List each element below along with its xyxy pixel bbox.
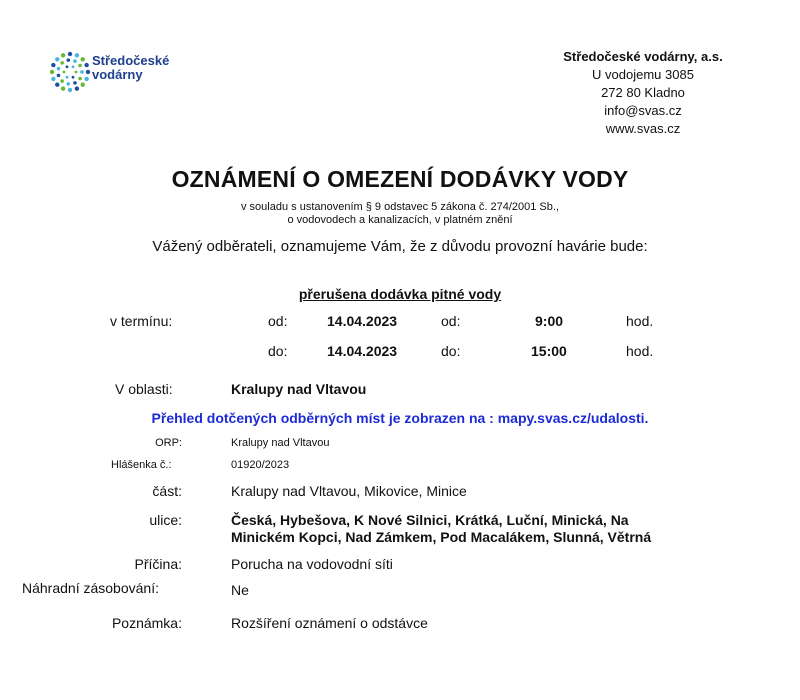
company-street: U vodojemu 3085 [592,67,694,82]
outage-headline: přerušena dodávka pitné vody [298,286,502,302]
water-drops-logo-icon [48,50,92,94]
pricina-value: Porucha na vodovodní síti [231,556,393,572]
logo-dot [78,64,82,68]
legal-line-1: v souladu s ustanovením § 9 odstavec 5 zákona č. 274/2001 Sb., [241,201,559,213]
from-label: od: [268,313,288,329]
logo-dot [81,83,85,87]
cast-value: Kralupy nad Vltavou, Mikovice, Minice [231,483,467,499]
logo-dot [72,76,75,79]
company-city: 272 80 Kladno [601,85,685,100]
area-value: Kralupy nad Vltavou [231,381,367,397]
logo-dot [68,52,72,56]
from-time-label: od: [441,313,461,329]
nahradni-label: Náhradní zásobování: [22,580,159,596]
logo-dot [78,77,82,81]
orp-label: ORP: [155,437,182,449]
logo-dot [50,70,54,74]
from-unit: hod. [626,313,654,329]
nahradni-value: Ne [231,582,249,598]
logo-dot [63,71,66,74]
logo-dot [66,82,70,86]
logo-line-1: Středočeské [92,53,170,68]
poznamka-label: Poznámka: [111,615,182,631]
logo-dot [61,53,65,57]
logo-dot [60,61,64,65]
to-date: 14.04.2023 [327,343,398,359]
orp-value: Kralupy nad Vltavou [231,437,330,449]
logo-dot [57,67,61,71]
logo-dot [55,83,59,87]
logo-dot [61,86,65,90]
logo-dot [72,65,75,68]
ulice-line-1: Česká, Hybešova, K Nové Silnici, Krátká, Luční, Minická, Na [231,512,629,528]
ulice-value [231,512,651,546]
company-address [543,48,743,138]
logo-dot [66,65,69,68]
logo-dot [81,57,85,61]
logo-dot [80,70,84,74]
logo-dot [66,58,70,62]
ulice-label: ulice: [149,512,182,528]
company-email: info@svas.cz [604,103,682,118]
to-unit: hod. [626,343,654,359]
logo-dot [51,63,55,67]
logo-dot [84,77,88,81]
logo-dot [66,76,69,79]
logo-dot [51,77,55,81]
logo-dot [73,59,77,63]
company-logo [48,50,198,94]
logo-dot [86,70,90,74]
cast-label: část: [152,483,182,499]
legal-reference [0,201,800,227]
pricina-label: Příčina: [134,556,182,572]
to-time: 15:00 [531,343,567,359]
logo-line-2: vodárny [92,67,143,82]
logo-dot [55,57,59,61]
map-link-note[interactable]: Přehled dotčených odběrných míst je zobrazen na : mapy.svas.cz/udalosti. [151,410,649,426]
area-label: V oblasti: [115,381,173,397]
company-name: Středočeské vodárny, a.s. [563,49,723,64]
logo-dot [73,81,77,85]
logo-dot [57,74,61,78]
logo-wordmark [92,54,169,82]
poznamka-value: Rozšíření oznámení o odstávce [231,615,428,631]
logo-dot [84,63,88,67]
logo-dot [60,79,64,83]
term-label: v termínu: [110,313,173,329]
intro-text: Vážený odběrateli, oznamujeme Vám, že z důvodu provozní havárie bude: [152,238,648,255]
ulice-line-2: Minickém Kopci, Nad Zámkem, Pod Macalákem, Slunná, Větrná [231,529,652,545]
from-date: 14.04.2023 [327,313,398,329]
hlasenka-label: Hlášenka č.: [111,459,172,471]
legal-line-2: o vodovodech a kanalizacích, v platném znění [287,214,513,226]
to-label: do: [268,343,288,359]
notice-title: OZNÁMENÍ O OMEZENÍ DODÁVKY VODY [171,166,629,192]
company-web: www.svas.cz [605,121,681,136]
from-time: 9:00 [535,313,564,329]
logo-dot [75,53,79,57]
logo-dot [75,86,79,90]
to-time-label: do: [441,343,461,359]
hlasenka-value: 01920/2023 [231,459,290,471]
logo-dot [68,88,72,92]
logo-dot [75,71,78,74]
